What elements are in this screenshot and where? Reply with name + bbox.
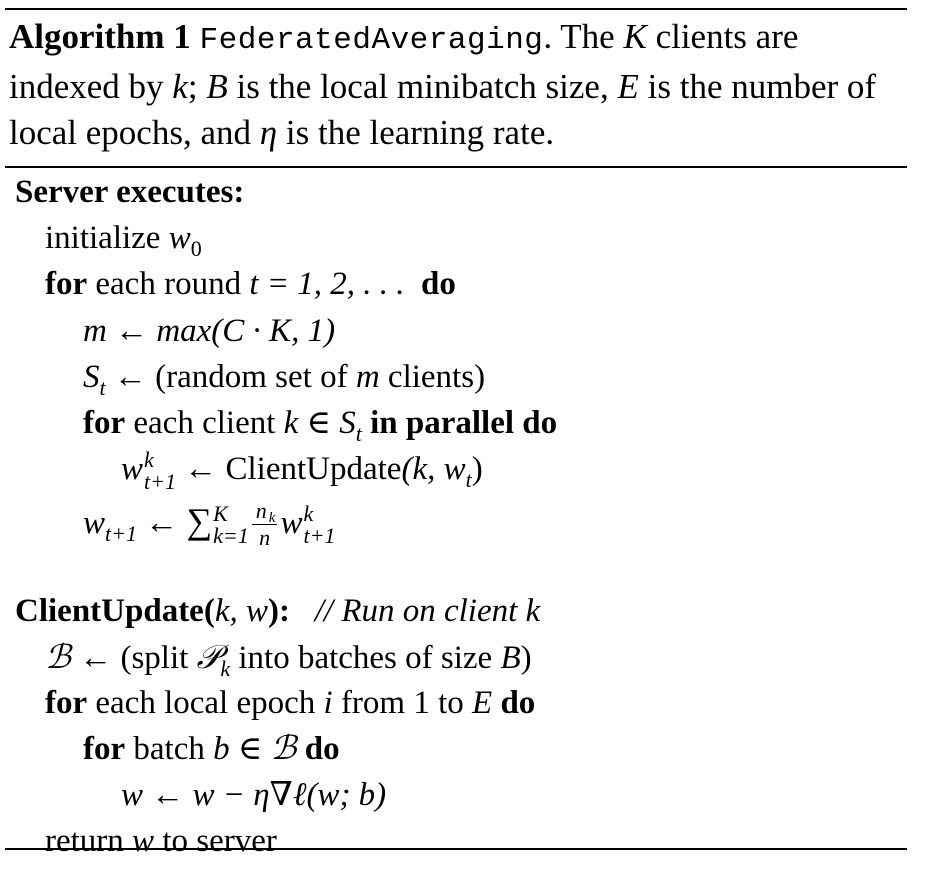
keyword: ): <box>268 593 290 629</box>
math-sub: t+1 <box>144 469 176 494</box>
st-line <box>83 357 486 400</box>
caption-var: E <box>617 67 639 106</box>
code-comment: // Run on client k <box>314 593 541 629</box>
math-var: B <box>500 640 521 676</box>
math-supsub <box>213 503 249 547</box>
function-name: ClientUpdate <box>225 451 402 487</box>
math-expr: t = 1, 2, . . . <box>249 266 405 302</box>
caption-text: ; <box>187 67 207 106</box>
math-sub: 0 <box>190 236 202 261</box>
batch-split-line <box>45 637 532 681</box>
line-text: ) <box>520 640 532 676</box>
keyword: do <box>421 266 456 302</box>
math-var: ℬ <box>45 637 71 676</box>
line-text: each client <box>125 405 284 441</box>
math-sub: t <box>465 467 472 492</box>
return-line <box>45 821 277 861</box>
math-sub: t <box>99 375 106 400</box>
line-text: into batches of size <box>230 640 501 676</box>
gradient-step-line <box>121 775 386 815</box>
math-sub: k=1 <box>213 523 249 548</box>
caption-text: is the learning rate. <box>277 113 555 152</box>
server-header: Server executes: <box>15 174 245 210</box>
math-expr: w ← w − η∇ℓ(w; b) <box>121 777 387 813</box>
line-text: from 1 to <box>332 685 473 721</box>
keyword: do <box>304 731 340 767</box>
algorithm-label: Algorithm 1 <box>9 17 191 56</box>
bottom-rule <box>5 848 907 850</box>
math-sub: k <box>268 510 276 526</box>
math-expr: m ← max(C · K, 1) <box>83 313 336 349</box>
math-expr: k, w <box>214 593 268 629</box>
line-text: return <box>45 823 133 859</box>
sum-symbol: ∑ <box>186 501 213 541</box>
math-supsub <box>303 503 335 547</box>
for-batch-line <box>83 729 340 769</box>
client-update-header <box>15 591 540 631</box>
keyword: for <box>45 266 88 302</box>
caption-var: B <box>206 67 228 106</box>
line-text: each local epoch <box>87 685 324 721</box>
math-sub: t+1 <box>303 523 336 548</box>
line-text: initialize <box>45 220 169 256</box>
function-name: ClientUpdate( <box>15 593 215 629</box>
math-var: 𝒫 <box>196 637 221 676</box>
math-var: w <box>280 505 303 541</box>
caption-text: is the number of local epochs, and <box>9 67 877 152</box>
math-sup: k <box>144 447 154 472</box>
caption-text: . The <box>543 17 624 56</box>
math-expr: k ∈ S <box>283 405 356 441</box>
math-var: w <box>132 823 155 859</box>
math-expr: b ∈ ℬ <box>213 731 297 767</box>
fraction-denominator: n <box>259 525 271 550</box>
caption-rule <box>5 166 907 168</box>
line-text: ← (random set of <box>105 359 356 395</box>
fraction <box>252 500 278 549</box>
caption-var: K <box>623 17 647 56</box>
line-text: each round <box>87 266 250 302</box>
math-var: w <box>121 451 144 487</box>
math-supsub <box>144 449 176 493</box>
algorithm-caption <box>5 10 907 156</box>
math-var: m <box>355 359 380 395</box>
fraction-numerator <box>252 500 278 525</box>
line-text: clients) <box>379 359 486 395</box>
for-round-line <box>45 264 456 304</box>
caption-text: is the local minibatch size, <box>227 67 618 106</box>
init-line <box>45 218 202 261</box>
line-text: ← (split <box>70 640 197 676</box>
aggregate-line <box>83 500 335 549</box>
math-var: n <box>255 498 267 523</box>
math-expr: (k, w <box>401 451 466 487</box>
caption-text: clients are indexed by <box>9 17 799 106</box>
math-sup: k <box>303 501 314 526</box>
math-sub: t <box>355 421 362 446</box>
keyword: for <box>45 685 88 721</box>
keyword: do <box>500 685 536 721</box>
algorithm-name: FederatedAveraging <box>199 23 544 58</box>
client-update-call-line <box>121 449 483 493</box>
math-var: S <box>83 359 100 395</box>
for-epoch-line <box>45 683 535 723</box>
math-sup: K <box>213 501 228 526</box>
m-line <box>83 311 335 351</box>
for-client-line <box>83 403 558 446</box>
math-var: w <box>83 505 106 541</box>
line-text: ) <box>471 451 483 487</box>
keyword: for <box>83 405 126 441</box>
caption-var: k <box>172 67 188 106</box>
line-text: ← <box>136 505 187 541</box>
math-var: w <box>168 220 191 256</box>
caption-var: η <box>259 113 278 152</box>
keyword: in parallel do <box>370 405 558 441</box>
line-text: ← <box>175 451 226 487</box>
math-var: E <box>472 685 493 721</box>
algorithm-box <box>5 8 907 859</box>
keyword: for <box>83 731 126 767</box>
math-sub: k <box>220 656 231 681</box>
line-text: batch <box>125 731 214 767</box>
line-text: to server <box>154 823 277 859</box>
math-sub: t+1 <box>105 521 137 546</box>
math-var: i <box>323 685 333 721</box>
